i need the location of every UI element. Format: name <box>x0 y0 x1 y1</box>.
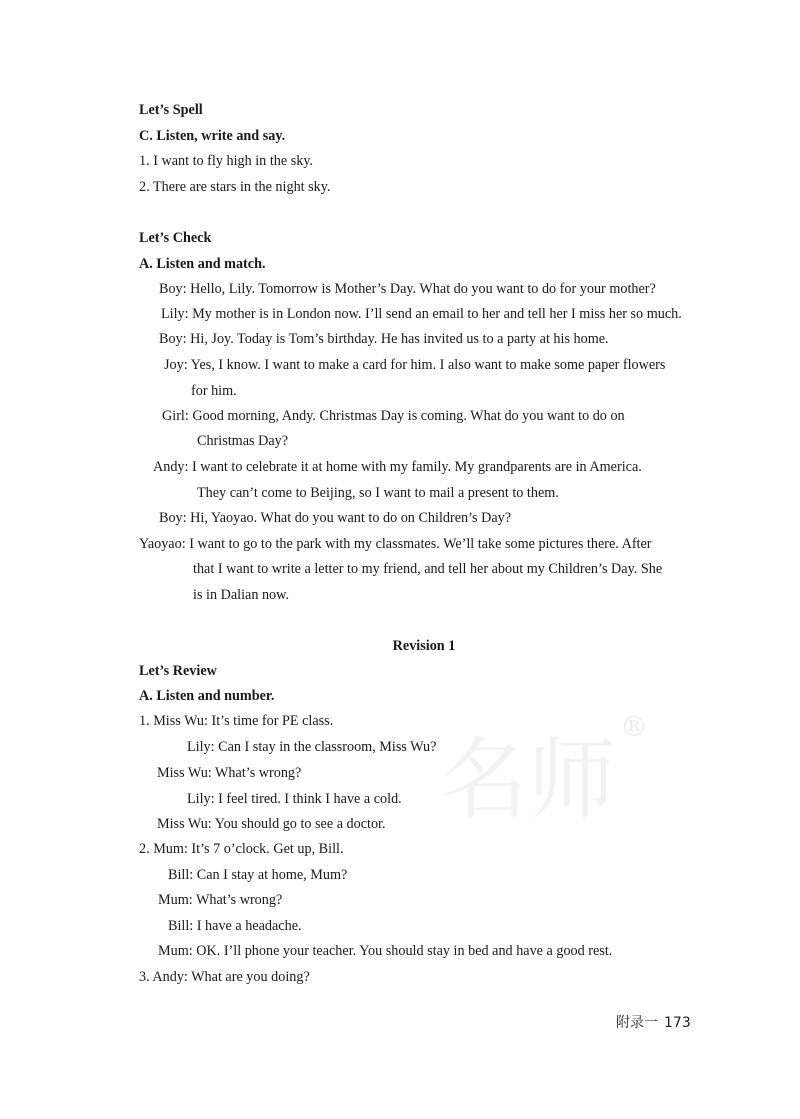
dialogue-line: Yaoyao: I want to go to the park with my classmates. We’ll take some pictures there. After <box>139 536 652 552</box>
watermark-logo <box>440 710 648 836</box>
dialogue-line: that I want to write a letter to my friend, and tell her about my Children’s Day. She <box>193 561 663 577</box>
dialogue-line: Andy: I want to celebrate it at home with my family. My grandparents are in America. <box>153 459 642 475</box>
text-line: 2. There are stars in the night sky. <box>139 179 331 195</box>
dialogue-line: Bill: Can I stay at home, Mum? <box>168 867 348 883</box>
text-line: 1. I want to fly high in the sky. <box>139 153 314 169</box>
watermark-text: 名师 <box>440 728 617 831</box>
dialogue-line: for him. <box>191 383 237 399</box>
dialogue-line: is in Dalian now. <box>193 587 290 603</box>
appendix-label: 附录一 <box>616 1015 658 1031</box>
lets-review-subheading: A. Listen and number. <box>139 688 275 704</box>
page-number: 173 <box>664 1015 691 1031</box>
page-footer <box>616 1012 691 1032</box>
dialogue-line: Lily: I feel tired. I think I have a cold. <box>187 791 402 807</box>
dialogue-line: Girl: Good morning, Andy. Christmas Day is coming. What do you want to do on <box>162 408 625 424</box>
dialogue-line: Boy: Hi, Joy. Today is Tom’s birthday. He has invited us to a party at his home. <box>159 331 609 347</box>
lets-check-subheading: A. Listen and match. <box>139 256 266 272</box>
lets-spell-subheading: C. Listen, write and say. <box>139 128 286 144</box>
dialogue-line: Christmas Day? <box>197 433 289 449</box>
dialogue-line: Bill: I have a headache. <box>168 918 302 934</box>
dialogue-line: 1. Miss Wu: It’s time for PE class. <box>139 713 334 729</box>
dialogue-line: Miss Wu: You should go to see a doctor. <box>157 816 386 832</box>
dialogue-line: Lily: My mother is in London now. I’ll send an email to her and tell her I miss her so much. <box>161 306 682 322</box>
dialogue-line: Boy: Hello, Lily. Tomorrow is Mother’s Day. What do you want to do for your mother? <box>159 281 656 297</box>
dialogue-line: Miss Wu: What’s wrong? <box>157 765 302 781</box>
dialogue-line: They can’t come to Beijing, so I want to mail a present to them. <box>197 485 559 501</box>
dialogue-line: Mum: What’s wrong? <box>158 892 283 908</box>
revision-title: Revision 1 <box>392 638 456 654</box>
lets-check-heading: Let’s Check <box>139 230 212 246</box>
dialogue-line: Mum: OK. I’ll phone your teacher. You should stay in bed and have a good rest. <box>158 943 613 959</box>
dialogue-line: Joy: Yes, I know. I want to make a card for him. I also want to make some paper flowers <box>164 357 666 373</box>
dialogue-line: Lily: Can I stay in the classroom, Miss Wu? <box>187 739 437 755</box>
lets-spell-heading: Let’s Spell <box>139 102 203 118</box>
dialogue-line: Boy: Hi, Yaoyao. What do you want to do on Children’s Day? <box>159 510 512 526</box>
lets-review-heading: Let’s Review <box>139 663 217 679</box>
registered-mark: ® <box>620 710 649 743</box>
dialogue-line: 3. Andy: What are you doing? <box>139 969 310 985</box>
dialogue-line: 2. Mum: It’s 7 o’clock. Get up, Bill. <box>139 841 344 857</box>
